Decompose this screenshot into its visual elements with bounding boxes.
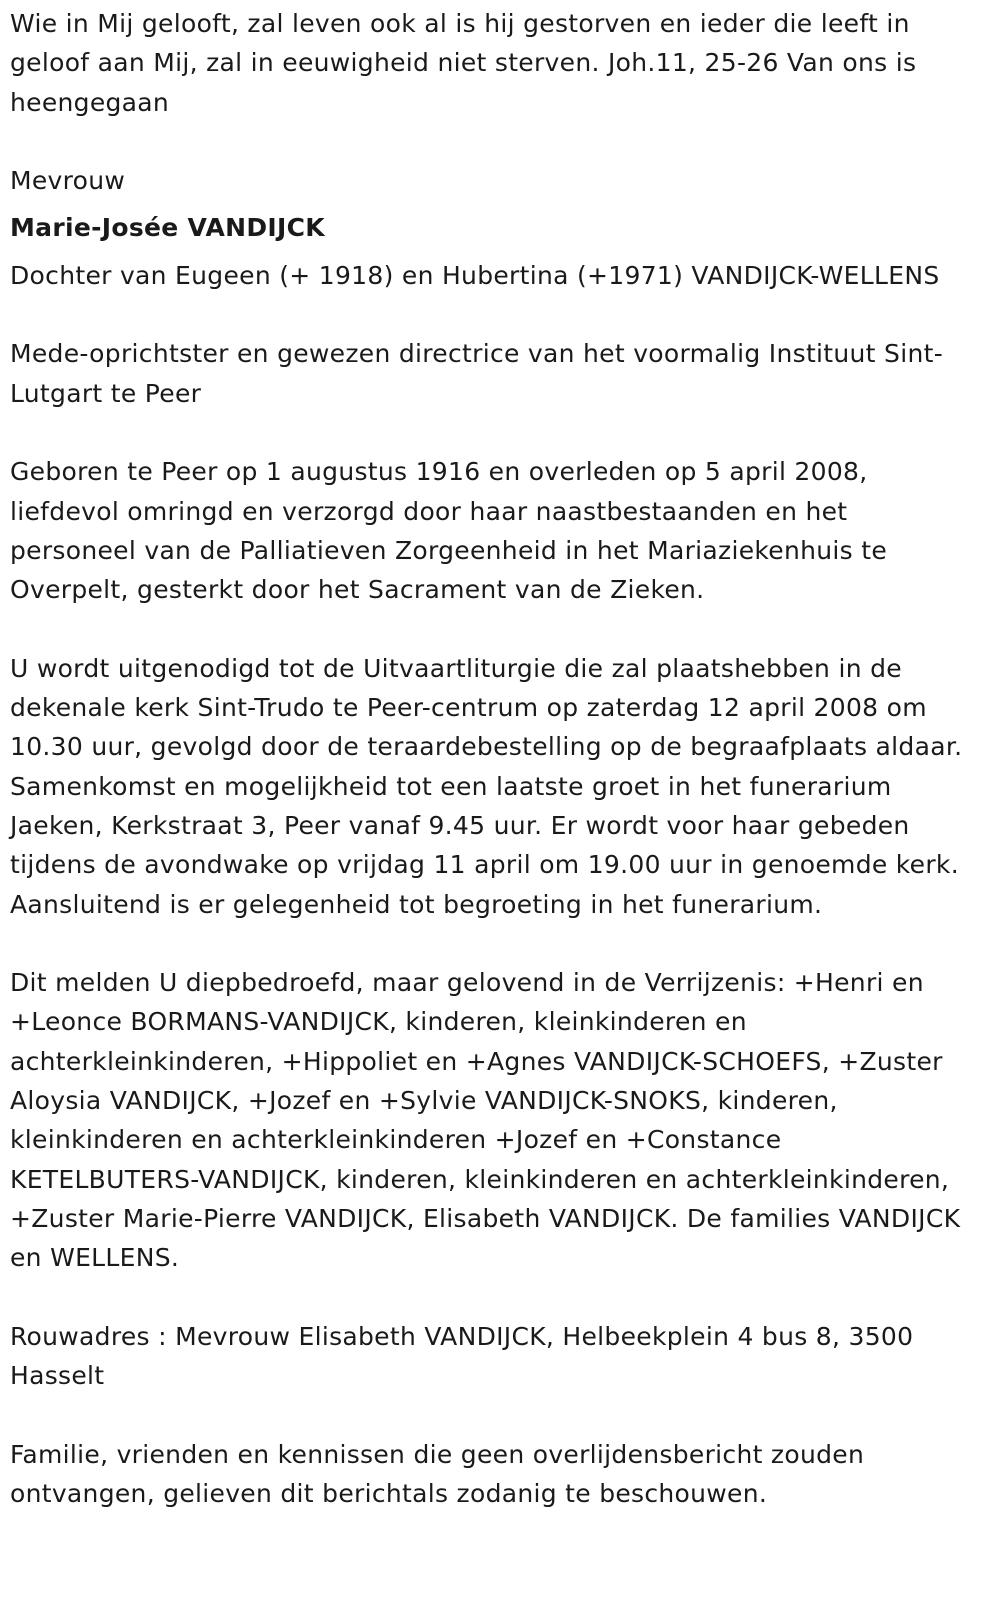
closing-note: Familie, vrienden en kennissen die geen overlijdensbericht zouden ontvangen, gelieven dit berichtals zodanig te beschouwen.: [10, 1439, 865, 1508]
birth-death-paragraph: Geboren te Peer op 1 augustus 1916 en overleden op 5 april 2008, liefdevol omringd en verzorgd door haar naastbestaanden en het personeel van de Palliatieven Zorgeenheid in het Mariaziekenhuis te Overpelt, gesterkt door het Sacrament van de Zieken.: [10, 457, 887, 605]
funeral-invitation-paragraph: U wordt uitgenodigd tot de Uitvaartliturgie die zal plaatshebben in de dekenale kerk Sint-Trudo te Peer-centrum op zaterdag 12 april 2008 om 10.30 uur, gevolgd door de teraardebestelling op de begraafplaats aldaar. Samenkomst en mogelijkheid tot een laatste groet in het funerarium Jaeken, Kerkstraat 3, Peer vanaf 9.45 uur. Er wordt voor haar gebeden tijdens de avondwake op vrijdag 11 april om 19.00 uur in genoemde kerk. Aansluitend is er gelegenheid tot begroeting in het funerarium.: [10, 653, 963, 919]
salutation: Mevrouw: [10, 166, 126, 196]
parentage: Dochter van Eugeen (+ 1918) en Hubertina (+1971) VANDIJCK-WELLENS: [10, 260, 940, 290]
mourning-address: Rouwadres : Mevrouw Elisabeth VANDIJCK, Helbeekplein 4 bus 8, 3500 Hasselt: [10, 1321, 914, 1391]
deceased-name: Marie-Josée VANDIJCK: [10, 213, 325, 243]
obituary-notice: [10, 4, 978, 1553]
role-description: Mede-oprichtster en gewezen directrice van het voormalig Instituut Sint-Lutgart te Peer: [10, 339, 944, 408]
opening-verse: Wie in Mij gelooft, zal leven ook al is hij gestorven en ieder die leeft in geloof aan Mij, zal in eeuwigheid niet sterven. Joh.11, 25-26 Van ons is heengegaan: [10, 9, 917, 117]
family-announcement-paragraph: Dit melden U diepbedroefd, maar gelovend in de Verrijzenis: +Henri en +Leonce BORMANS-VANDIJCK, kinderen, kleinkinderen en achterkleinkinderen, +Hippoliet en +Agnes VANDIJCK-SCHOEFS, +Zuster Aloysia VANDIJCK, +Jozef en +Sylvie VANDIJCK-SNOKS, kinderen, kleinkinderen en achterkleinkinderen +Jozef en +Constance KETELBUTERS-VANDIJCK, kinderen, kleinkinderen en achterkleinkinderen, +Zuster Marie-Pierre VANDIJCK, Elisabeth VANDIJCK. De families VANDIJCK en WELLENS.: [10, 968, 961, 1273]
